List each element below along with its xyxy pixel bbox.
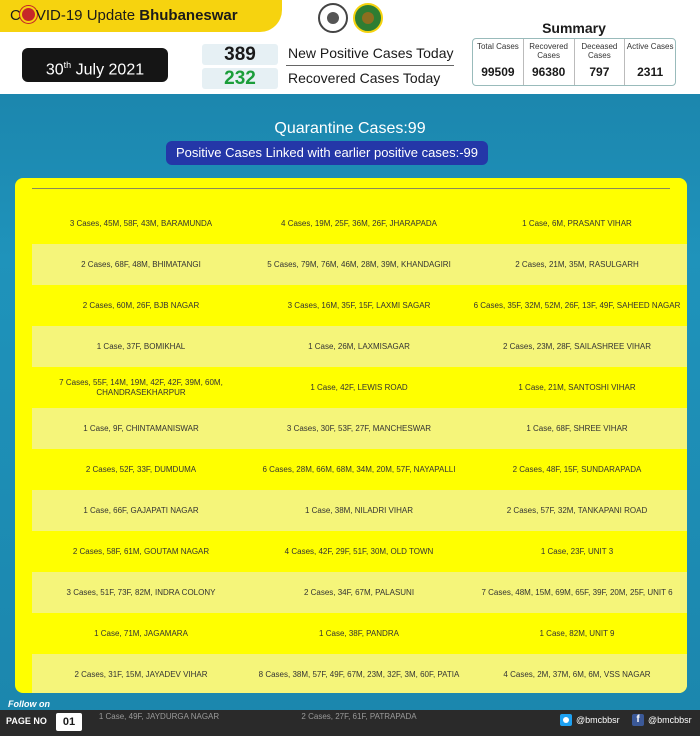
table-row xyxy=(32,326,687,367)
table-row xyxy=(32,572,687,613)
table-row xyxy=(32,490,687,531)
table-cell: 2 Cases, 31F, 15M, JAYADEV VIHAR xyxy=(74,669,208,679)
page-number: 01 xyxy=(56,713,82,731)
facebook-icon xyxy=(632,714,644,726)
linked-cases-bar: Positive Cases Linked with earlier positive cases:-99 xyxy=(166,141,488,165)
facebook-link[interactable]: f @bmcbbsr xyxy=(632,714,692,726)
overflow-cell: 1 Case, 49F, JAYDURGA NAGAR xyxy=(98,712,220,721)
follow-on-label: Follow on xyxy=(8,699,50,709)
table-divider xyxy=(32,188,670,189)
table-row xyxy=(32,531,687,572)
table-cell: 2 Cases, 23M, 28F, SAILASHREE VIHAR xyxy=(502,341,652,351)
table-cell: 1 Case, 42F, LEWIS ROAD xyxy=(310,382,408,392)
table-cell: 3 Cases, 45M, 58F, 43M, BARAMUNDA xyxy=(69,218,213,228)
summary-recovered: Recovered Cases 96380 xyxy=(524,39,575,85)
municipal-logo-icon xyxy=(353,3,383,33)
table-cell: 2 Cases, 57F, 32M, TANKAPANI ROAD xyxy=(506,505,648,515)
new-positive-label: New Positive Cases Today xyxy=(288,45,454,61)
table-cell: 4 Cases, 42F, 29F, 51F, 30M, OLD TOWN xyxy=(284,546,434,556)
twitter-icon xyxy=(560,714,572,726)
table-cell: 1 Case, 37F, BOMIKHAL xyxy=(96,341,186,351)
table-cell: 5 Cases, 79M, 76M, 46M, 28M, 39M, KHANDAGIRI xyxy=(267,259,451,269)
recovered-count: 232 xyxy=(202,68,278,89)
table-cell: 2 Cases, 34F, 67M, PALASUNI xyxy=(303,587,415,597)
quarantine-title: Quarantine Cases:99 xyxy=(274,120,426,137)
table-row xyxy=(32,244,687,285)
city-name: Bhubaneswar xyxy=(139,7,238,24)
table-cell: 2 Cases, 58F, 61M, GOUTAM NAGAR xyxy=(72,546,210,556)
table-cell: 2 Cases, 52F, 33F, DUMDUMA xyxy=(85,464,197,474)
table-cell: 1 Case, 26M, LAXMISAGAR xyxy=(308,341,410,351)
table-cell: 1 Case, 68F, SHREE VIHAR xyxy=(526,423,628,433)
table-cell: 3 Cases, 51F, 73F, 82M, INDRA COLONY xyxy=(66,587,216,597)
summary-panel xyxy=(472,38,676,86)
new-positive-count: 389 xyxy=(202,44,278,65)
table-cell: 2 Cases, 21M, 35M, RASULGARH xyxy=(515,259,639,269)
government-seal-icon xyxy=(318,3,348,33)
header xyxy=(0,0,700,94)
table-cell: 1 Case, 9F, CHINTAMANISWAR xyxy=(83,423,199,433)
table-cell: 1 Case, 71M, JAGAMARA xyxy=(94,628,188,638)
cases-table xyxy=(15,178,687,693)
table-row xyxy=(32,367,687,408)
table-cell: 1 Case, 21M, SANTOSHI VIHAR xyxy=(518,382,636,392)
table-cell: 1 Case, 66F, GAJAPATI NAGAR xyxy=(83,505,199,515)
twitter-link[interactable]: @bmcbbsr xyxy=(560,714,620,726)
table-cell: 2 Cases, 60M, 26F, BJB NAGAR xyxy=(82,300,200,310)
summary-total: Total Cases 99509 xyxy=(473,39,524,85)
table-cell: 7 Cases, 55F, 14M, 19M, 42F, 42F, 39M, 60M, CHANDRASEKHARPUR xyxy=(59,377,223,397)
table-cell: 8 Cases, 38M, 57F, 49F, 67M, 23M, 32F, 3M, 60F, PATIA xyxy=(258,669,460,679)
table-cell: 4 Cases, 2M, 37M, 6M, 6M, VSS NAGAR xyxy=(503,669,651,679)
summary-active: Active Cases 2311 xyxy=(626,42,674,79)
table-row xyxy=(32,203,687,244)
summary-deceased: Deceased Cases 797 xyxy=(575,39,626,85)
page-title: C VID-19 Update Bhubaneswar xyxy=(0,0,282,32)
recovered-label: Recovered Cases Today xyxy=(288,70,441,86)
table-cell: 6 Cases, 35F, 32M, 52M, 26F, 13F, 49F, SAHEED NAGAR xyxy=(473,300,681,310)
divider xyxy=(286,65,454,66)
table-row xyxy=(32,408,687,449)
table-cell: 3 Cases, 30F, 53F, 27F, MANCHESWAR xyxy=(286,423,432,433)
table-row xyxy=(32,613,687,654)
table-cell: 2 Cases, 48F, 15F, SUNDARAPADA xyxy=(512,464,642,474)
table-cell: 2 Cases, 68F, 48M, BHIMATANGI xyxy=(81,259,201,269)
table-cell: 1 Case, 38F, PANDRA xyxy=(319,628,399,638)
table-cell: 1 Case, 38M, NILADRI VIHAR xyxy=(304,505,414,515)
table-cell: 7 Cases, 48M, 15M, 69M, 65F, 39F, 20M, 25F, UNIT 6 xyxy=(481,587,673,597)
table-cell: 6 Cases, 28M, 66M, 68M, 34M, 20M, 57F, NAYAPALLI xyxy=(262,464,456,474)
table-cell: 1 Case, 6M, PRASANT VIHAR xyxy=(522,218,632,228)
table-cell: 3 Cases, 16M, 35F, 15F, LAXMI SAGAR xyxy=(287,300,431,310)
table-cell: 1 Case, 82M, UNIT 9 xyxy=(539,628,615,638)
table-cell: 4 Cases, 19M, 25F, 36M, 26F, JHARAPADA xyxy=(281,218,437,228)
table-rows xyxy=(32,203,687,693)
page-label: PAGE NO xyxy=(6,716,47,726)
summary-title: Summary xyxy=(542,20,606,36)
date-badge: 30th July 2021 xyxy=(22,48,168,82)
table-row xyxy=(32,285,687,326)
table-row xyxy=(32,654,687,693)
table-row xyxy=(32,449,687,490)
table-cell: 1 Case, 23F, UNIT 3 xyxy=(540,546,614,556)
virus-icon xyxy=(22,8,35,21)
overflow-cell: 2 Cases, 27F, 61F, PATRAPADA xyxy=(301,712,417,721)
